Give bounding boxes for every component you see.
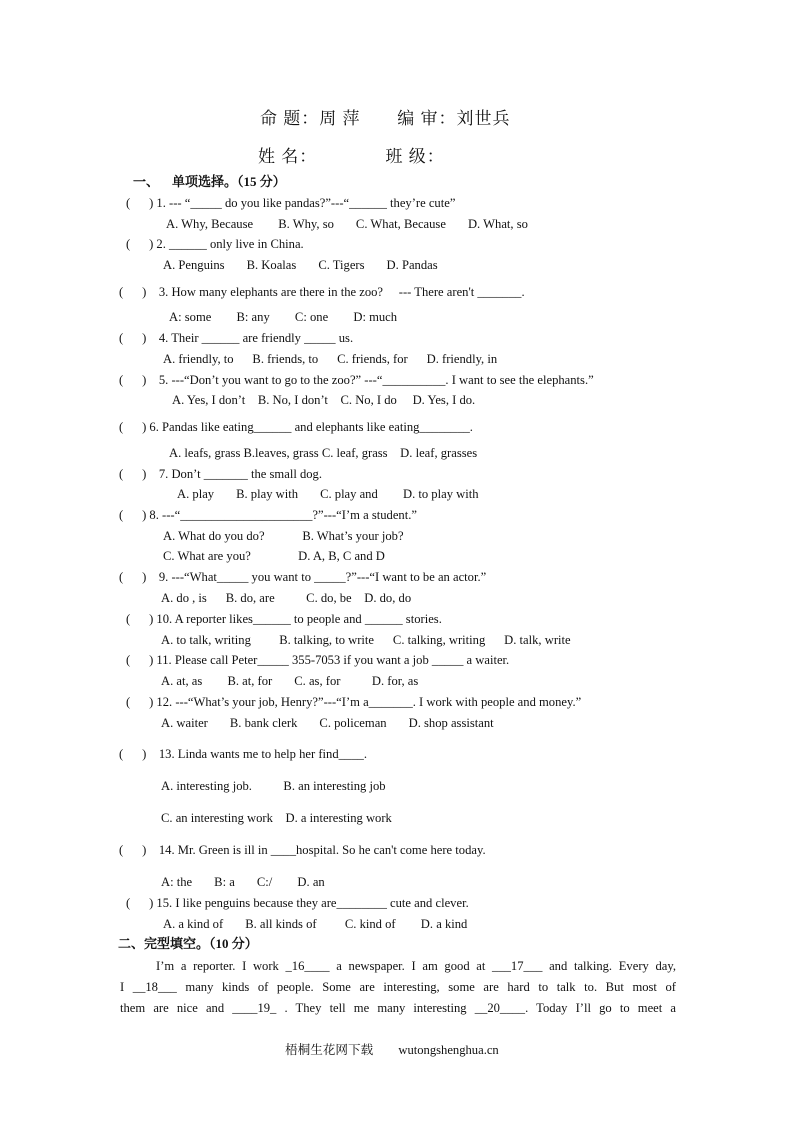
question-2: ( ) 2. ______ only live in China.	[126, 237, 304, 251]
question-11-options: A. at, as B. at, for C. as, for D. for, as	[161, 674, 419, 688]
question-3-options: A: some B: any C: one D: much	[169, 310, 398, 324]
question-14: ( ) 14. Mr. Green is ill in ____hospital. So he can't come here today.	[119, 843, 486, 857]
question-11: ( ) 11. Please call Peter_____ 355-7053 if you want a job _____ a waiter.	[126, 653, 510, 667]
question-6-options: A. leafs, grass B.leaves, grass C. leaf, grass D. leaf, grasses	[169, 446, 478, 460]
question-12: ( ) 12. ---“What’s your job, Henry?”---“I’m a_______. I work with people and money.”	[126, 695, 582, 709]
question-15: ( ) 15. I like penguins because they are________ cute and clever.	[126, 896, 469, 910]
question-3: ( ) 3. How many elephants are there in the zoo? --- There aren't _______.	[119, 285, 525, 299]
section-1-title: 一、 单项选择。（15 分）	[133, 174, 286, 189]
question-9: ( ) 9. ---“What_____ you want to _____?”---“I want to be an actor.”	[119, 570, 487, 584]
question-12-options: A. waiter B. bank clerk C. policeman D. shop assistant	[161, 716, 494, 730]
question-13-options-ab: A. interesting job. B. an interesting job	[161, 779, 386, 793]
cloze-passage	[120, 956, 676, 1019]
question-4-options: A. friendly, to B. friends, to C. friends, for D. friendly, in	[163, 352, 498, 366]
cloze-line-3: them are nice and ____19_ . They tell me many interesting __20____. Today I’ll go to meet a	[120, 1001, 676, 1015]
question-1: ( ) 1. --- “_____ do you like pandas?”---“______ they’re cute”	[126, 196, 456, 210]
question-15-options: A. a kind of B. all kinds of C. kind of D. a kind	[163, 917, 468, 931]
header-name-class-line: 姓 名： 班 级：	[258, 147, 445, 166]
question-14-options: A: the B: a C:/ D. an	[161, 875, 325, 889]
cloze-line-1: I’m a reporter. I work _16____ a newspaper. I am good at ___17___ and talking. Every day,	[156, 959, 676, 973]
question-8-options-cd: C. What are you? D. A, B, C and D	[163, 549, 385, 563]
question-4: ( ) 4. Their ______ are friendly _____ us.	[119, 331, 354, 345]
question-13-options-cd: C. an interesting work D. a interesting work	[161, 811, 392, 825]
header-author-line: 命 题：周 萍 编 审：刘世兵	[260, 109, 511, 128]
question-1-options: A. Why, Because B. Why, so C. What, Because D. What, so	[166, 217, 528, 231]
question-10-options: A. to talk, writing B. talking, to write C. talking, writing D. talk, write	[161, 633, 571, 647]
question-2-options: A. Penguins B. Koalas C. Tigers D. Pandas	[163, 258, 438, 272]
section-2-title: 二、完型填空。（10 分）	[118, 936, 258, 951]
question-6: ( ) 6. Pandas like eating______ and elephants like eating________.	[119, 420, 473, 434]
question-5-options: A. Yes, I don’t B. No, I don’t C. No, I do D. Yes, I do.	[172, 393, 476, 407]
question-9-options: A. do , is B. do, are C. do, be D. do, do	[161, 591, 412, 605]
question-7: ( ) 7. Don’t _______ the small dog.	[119, 467, 323, 481]
page-footer: 梧桐生花网下载 wutongshenghua.cn	[285, 1043, 499, 1057]
question-8-options-ab: A. What do you do? B. What’s your job?	[163, 529, 404, 543]
cloze-line-2: I __18___ many kinds of people. Some are interesting, some are hard to talk to. But most of	[120, 980, 676, 994]
question-5: ( ) 5. ---“Don’t you want to go to the zoo?” ---“__________. I want to see the elephants.”	[119, 373, 594, 387]
question-7-options: A. play B. play with C. play and D. to play with	[177, 487, 479, 501]
question-8: ( ) 8. ---“_____________________?”---“I’m a student.”	[119, 508, 417, 522]
question-13: ( ) 13. Linda wants me to help her find____.	[119, 747, 367, 761]
question-10: ( ) 10. A reporter likes______ to people and ______ stories.	[126, 612, 442, 626]
